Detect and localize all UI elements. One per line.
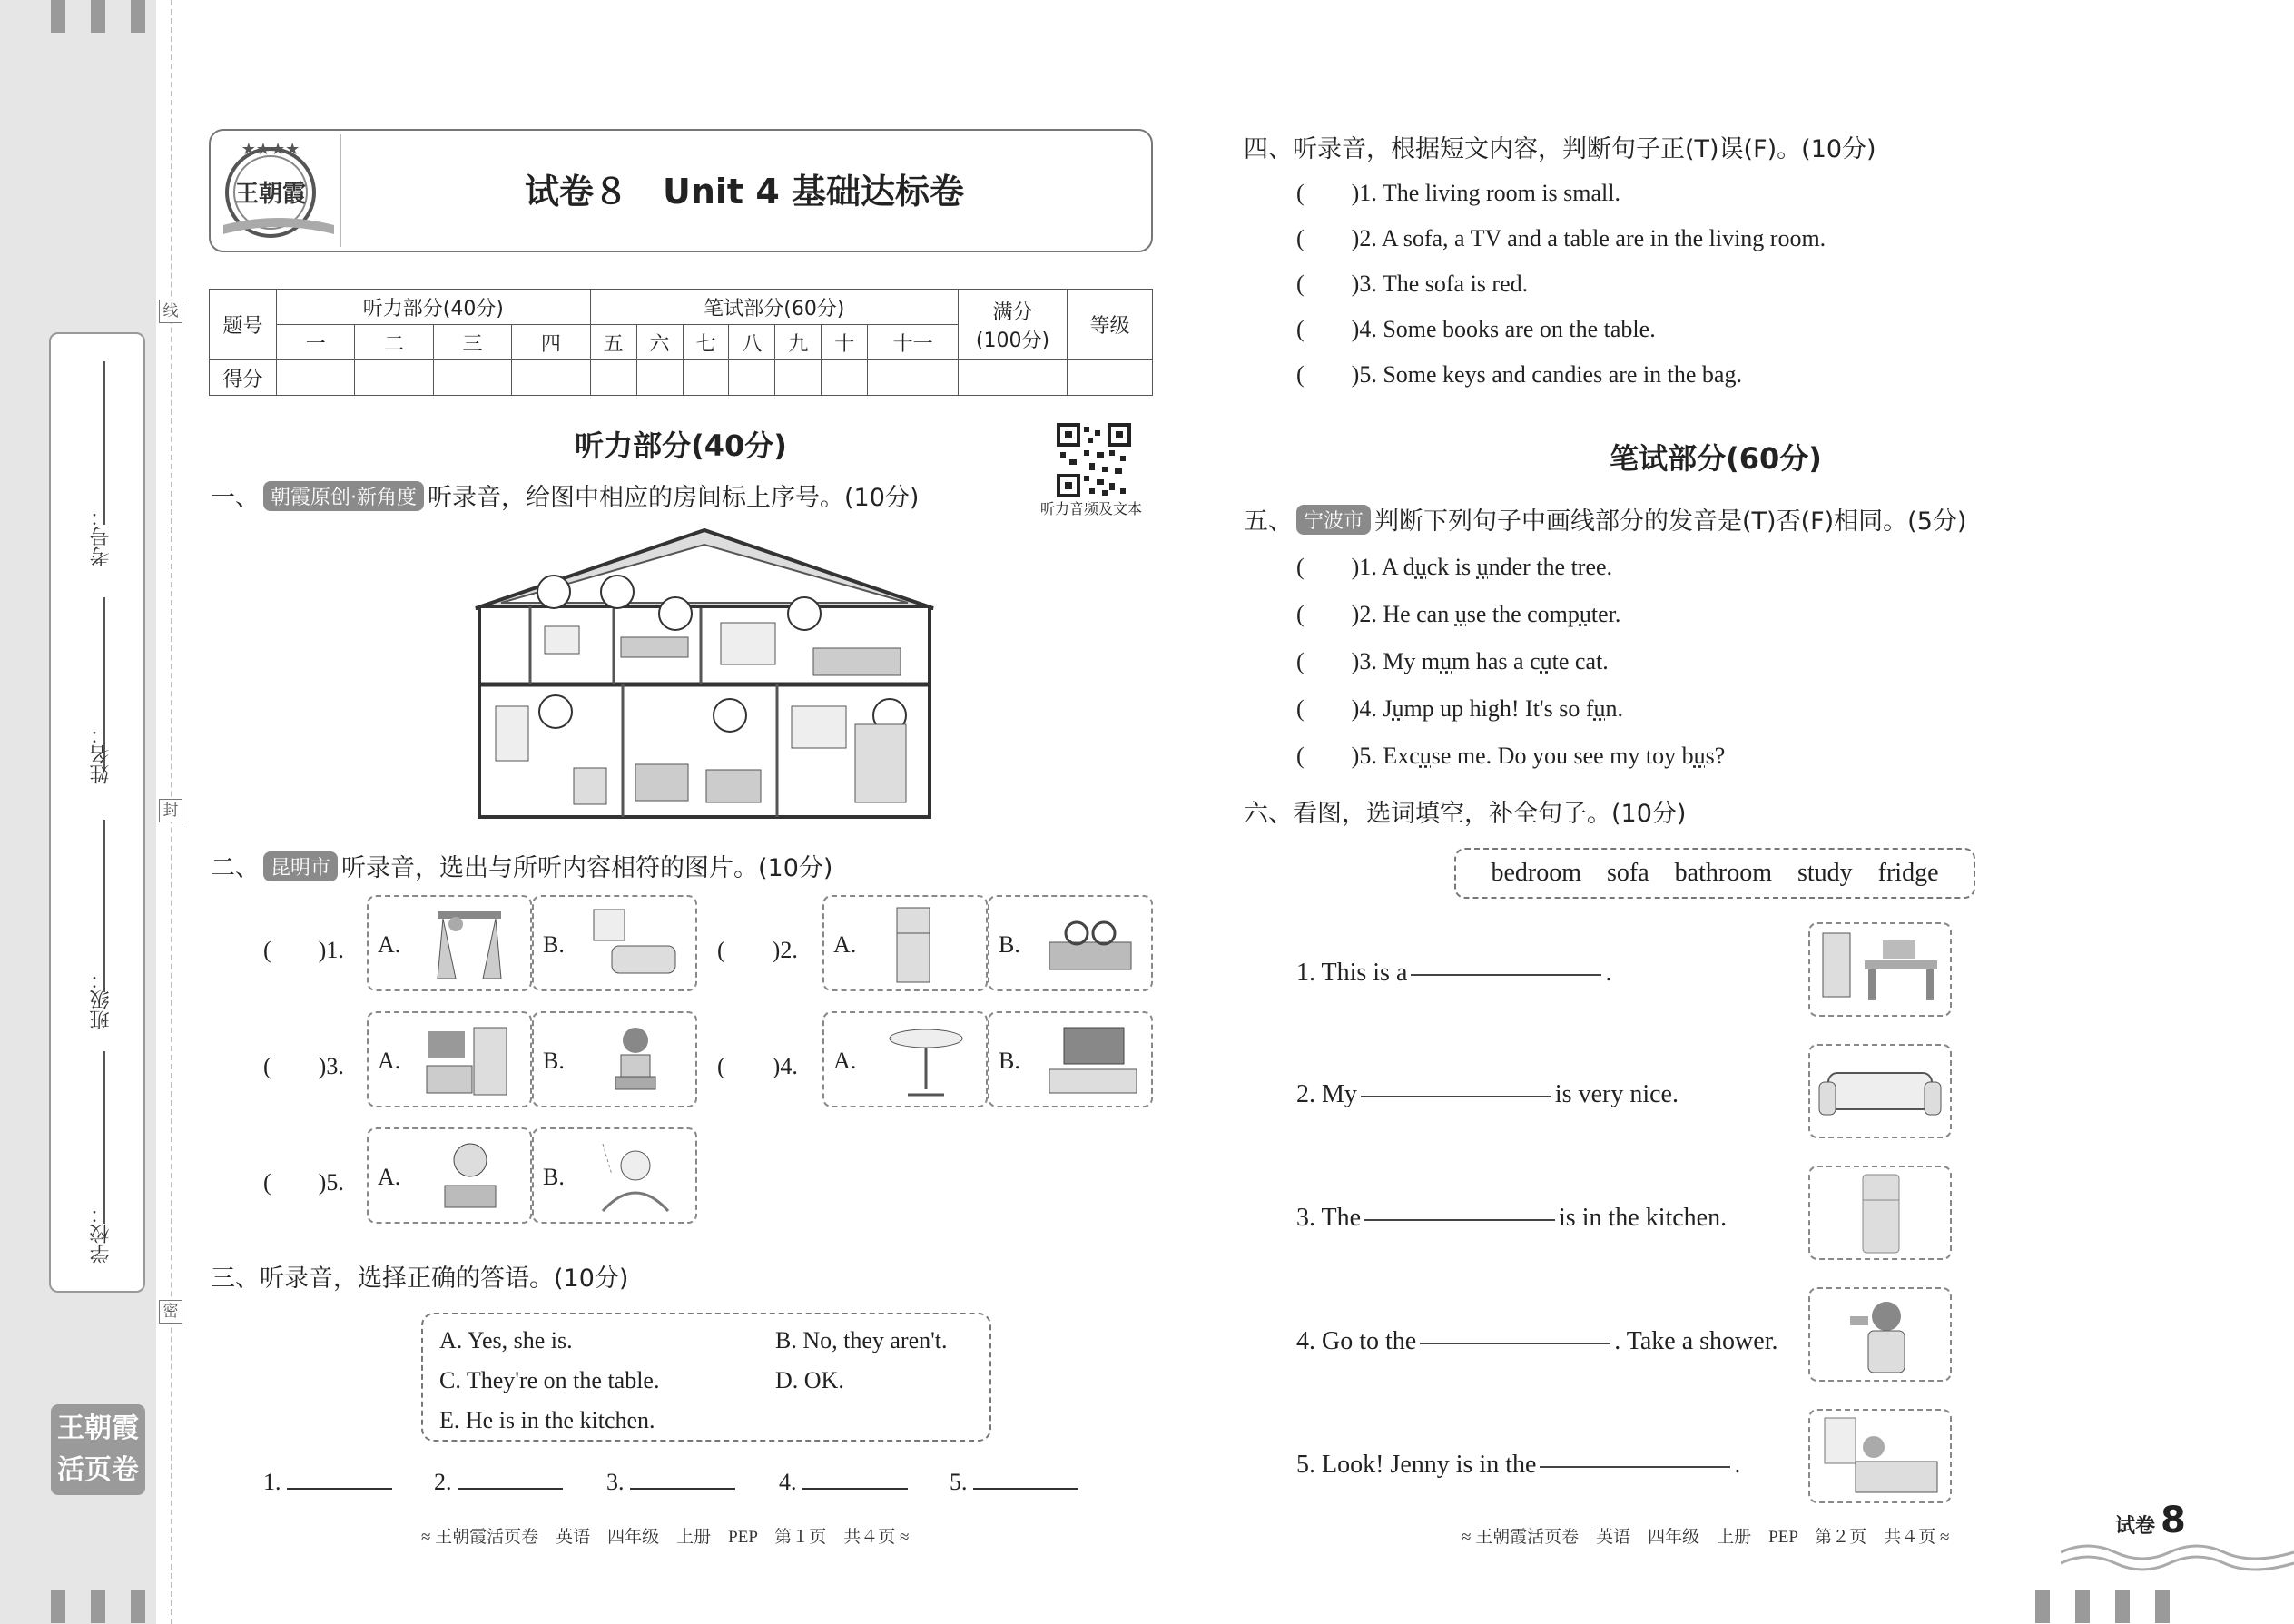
underlined-letter: u (1440, 648, 1452, 674)
paper-number: 8 (2161, 1500, 2186, 1541)
option-label: B. (543, 1164, 565, 1190)
margin-bar (2155, 1590, 2170, 1623)
q1-heading (211, 477, 919, 513)
q4-heading (1244, 129, 1876, 164)
picture-fridge (1808, 1166, 1952, 1260)
seal-mark: 封 (159, 799, 182, 822)
fill-sentence (1296, 1204, 1727, 1233)
margin-bar (91, 1590, 105, 1623)
option-a-box[interactable] (822, 895, 988, 991)
underlined-letter: u (1454, 601, 1467, 627)
publisher-logo (214, 134, 341, 247)
picture-study (1808, 922, 1952, 1017)
fill-blank[interactable] (1540, 1466, 1730, 1468)
pronunciation-item[interactable] (1296, 737, 1725, 771)
underlined-letter: u (1540, 648, 1552, 674)
option-label: A. (833, 931, 857, 958)
section-number: 九 (775, 325, 822, 360)
answer-option: C. They're on the table. (439, 1367, 660, 1393)
grade-header: 等级 (1068, 290, 1153, 360)
answer-option: E. He is in the kitchen. (439, 1407, 655, 1433)
option-label: B. (543, 931, 565, 958)
qr-code[interactable] (1057, 423, 1131, 497)
sentence-part: ( )1. A (1296, 554, 1403, 580)
underlined-letter: u (1392, 695, 1404, 722)
section-number: 十 (822, 325, 868, 360)
svg-text:★★★★: ★★★★ (241, 140, 300, 159)
q6-heading (1244, 793, 1686, 829)
picture-bathroom (1808, 1287, 1952, 1382)
section-number: 三 (433, 325, 511, 360)
picture-sofa (1808, 1044, 1952, 1138)
pronunciation-item[interactable] (1296, 595, 1620, 629)
sentence-part: is very nice. (1554, 1080, 1679, 1108)
section-number: 二 (355, 325, 433, 360)
tf-item[interactable]: ( )1. The living room is small. (1296, 180, 1620, 206)
listening-heading: 听力部分(40分) (575, 428, 787, 463)
q2-text: 听录音，选出与所听内容相符的图片。(10分) (341, 854, 833, 882)
q2-item-number[interactable]: ( )1. (263, 937, 344, 963)
underlined-letter: u (1419, 743, 1432, 769)
underlined-letter: u (1414, 554, 1427, 580)
answer-option: A. Yes, she is. (439, 1327, 573, 1353)
sentence-part: s? (1705, 743, 1726, 769)
blank-number: 2. (434, 1469, 452, 1495)
sentence-part: n. (1605, 695, 1624, 722)
q2-heading (211, 848, 832, 883)
q2-item-number[interactable]: ( )2. (717, 937, 798, 963)
q4-prefix: 四、 (1244, 135, 1293, 163)
margin-bar (2115, 1590, 2130, 1623)
score-cell[interactable] (355, 360, 433, 396)
tf-item[interactable]: ( )2. A sofa, a TV and a table are in the living room. (1296, 225, 1826, 251)
sentence-part: 1. This is a (1296, 959, 1408, 987)
full-score-line: 满分 (992, 300, 1033, 324)
sentence-part: se the comp (1466, 601, 1580, 627)
score-cell[interactable] (1068, 360, 1153, 396)
q6-text: 看图，选词填空，补全句子。(10分) (1293, 800, 1687, 828)
seal-mark: 密 (159, 1300, 182, 1324)
score-cell[interactable] (775, 360, 822, 396)
picture-bedroom (1808, 1409, 1952, 1503)
sentence-part: 4. Go to the (1296, 1327, 1417, 1355)
paper-label: 试卷 (2115, 1515, 2156, 1538)
q1-text: 听录音，给图中相应的房间标上序号。(10分) (428, 484, 920, 512)
answer-blank[interactable] (779, 1469, 908, 1496)
exam-no-line[interactable] (103, 361, 105, 525)
q5-text: 判断下列句子中画线部分的发音是(T)否(F)相同。(5分) (1374, 507, 1967, 536)
underlined-letter: u (1593, 695, 1606, 722)
option-a-box[interactable] (822, 1011, 988, 1107)
writing-group: 笔试部分(60分) (590, 290, 958, 325)
section-number: 五 (590, 325, 636, 360)
q5-heading (1244, 501, 1966, 536)
fill-sentence (1296, 1080, 1679, 1109)
brand-line: 活页卷 (57, 1454, 139, 1486)
sentence-part: nder the tree. (1488, 554, 1613, 580)
class-line[interactable] (103, 820, 105, 992)
score-cell[interactable] (683, 360, 729, 396)
score-cell[interactable] (959, 360, 1068, 396)
answer-blank[interactable] (606, 1469, 735, 1496)
listening-group: 听力部分(40分) (277, 290, 591, 325)
blank-number: 5. (950, 1469, 968, 1495)
underlined-letter: u (1693, 743, 1706, 769)
house-illustration (468, 525, 940, 819)
pronunciation-item[interactable] (1296, 690, 1623, 723)
q4-text: 听录音，根据短文内容，判断句子正(T)误(F)。(10分) (1293, 135, 1876, 163)
option-a-box[interactable] (367, 895, 532, 991)
page-title: 试卷８ Unit 4 基础达标卷 (525, 172, 964, 212)
tf-item[interactable]: ( )3. The sofa is red. (1296, 271, 1529, 297)
q2-item-number[interactable]: ( )3. (263, 1053, 344, 1079)
fill-sentence (1296, 1451, 1740, 1480)
score-table (209, 289, 1153, 396)
seal-mark: 线 (159, 300, 182, 323)
brand-line: 王朝霞 (57, 1412, 139, 1444)
tf-item[interactable]: ( )5. Some keys and candies are in the bag. (1296, 361, 1742, 388)
full-score (959, 290, 1068, 360)
margin-bar (51, 0, 65, 33)
margin-bar (2075, 1590, 2090, 1623)
score-cell[interactable] (636, 360, 683, 396)
sentence-part: ( )4. J (1296, 695, 1393, 722)
option-label: B. (543, 1048, 565, 1074)
sentence-part: . Take a shower. (1614, 1327, 1778, 1355)
option-a-box[interactable] (367, 1011, 532, 1107)
sentence-part: ck is (1426, 554, 1477, 580)
page-footer-left: ≈ 王朝霞活页卷 英语 四年级 上册 PEP 第１页 共４页 ≈ (421, 1528, 910, 1547)
option-label: B. (999, 931, 1020, 958)
sentence-part: d (1403, 554, 1415, 580)
q2-item-number[interactable]: ( )5. (263, 1169, 344, 1196)
section-number: 四 (512, 325, 590, 360)
fill-sentence (1296, 959, 1611, 988)
pronunciation-item[interactable] (1296, 548, 1612, 582)
row-label: 题号 (210, 290, 277, 360)
qr-caption: 听力音频及文本 (1040, 500, 1143, 517)
fill-blank[interactable] (1420, 1343, 1610, 1344)
score-cell[interactable] (590, 360, 636, 396)
underlined-letter: u (1579, 601, 1591, 627)
answer-blank[interactable] (950, 1469, 1078, 1496)
sentence-part: 5. Look! Jenny is in the (1296, 1451, 1537, 1479)
margin-bar (51, 1590, 65, 1623)
name-label: 姓名： (90, 724, 113, 784)
score-label: 得分 (210, 360, 277, 396)
q2-badge: 昆明市 (263, 851, 338, 881)
option-b-box[interactable] (988, 895, 1153, 991)
fill-blank[interactable] (1411, 974, 1601, 976)
student-info-box (49, 332, 145, 1293)
sentence-part: te cat. (1551, 648, 1609, 674)
score-cell[interactable] (433, 360, 511, 396)
tf-item[interactable]: ( )4. Some books are on the table. (1296, 316, 1656, 342)
q6-prefix: 六、 (1244, 800, 1293, 828)
school-label: 学校： (90, 1204, 113, 1264)
blank-number: 3. (606, 1469, 625, 1495)
answer-option: B. No, they aren't. (775, 1327, 948, 1353)
q2-prefix: 二、 (211, 854, 260, 882)
option-b-box[interactable] (988, 1011, 1153, 1107)
option-b-box[interactable] (532, 1127, 697, 1224)
writing-heading: 笔试部分(60分) (1610, 441, 1822, 476)
sentence-part: ( )5. Exc (1296, 743, 1420, 769)
section-number: 八 (729, 325, 775, 360)
sentence-part: ( )2. He can (1296, 601, 1455, 627)
sentence-part: ter. (1590, 601, 1621, 627)
underlined-letter: u (1476, 554, 1489, 580)
score-cell[interactable] (822, 360, 868, 396)
brand-logo (51, 1404, 145, 1495)
score-cell[interactable] (277, 360, 355, 396)
option-label: A. (378, 1048, 401, 1074)
option-label: A. (378, 1164, 401, 1190)
sentence-part: is in the kitchen. (1559, 1204, 1728, 1232)
margin-bar (131, 0, 145, 33)
logo-text: 王朝霞 (234, 181, 307, 208)
section-number: 一 (277, 325, 355, 360)
blank-number: 4. (779, 1469, 797, 1495)
score-cell[interactable] (729, 360, 775, 396)
school-line[interactable] (103, 1051, 105, 1224)
sentence-part: . (1734, 1451, 1741, 1479)
full-score-line: (100分) (975, 329, 1050, 352)
q5-prefix: 五、 (1244, 507, 1293, 536)
q3-prefix: 三、 (211, 1265, 260, 1293)
fill-sentence (1296, 1327, 1777, 1356)
q2-item-number[interactable]: ( )4. (717, 1053, 798, 1079)
sentence-part: mp up high! It's so f (1403, 695, 1594, 722)
q1-prefix: 一、 (211, 484, 260, 512)
answer-blank[interactable] (434, 1469, 563, 1496)
q3-text: 听录音，选择正确的答语。(10分) (260, 1265, 629, 1293)
score-cell[interactable] (868, 360, 959, 396)
answer-blank[interactable] (263, 1469, 392, 1496)
q5-badge: 宁波市 (1296, 505, 1371, 535)
option-a-box[interactable] (367, 1127, 532, 1224)
section-number: 六 (636, 325, 683, 360)
margin-bar (91, 0, 105, 33)
sentence-part: m has a c (1452, 648, 1541, 674)
class-label: 班级： (90, 969, 113, 1029)
q3-heading (211, 1258, 628, 1294)
answer-options-box (421, 1313, 991, 1442)
page-footer-right: ≈ 王朝霞活页卷 英语 四年级 上册 PEP 第２页 共４页 ≈ (1462, 1528, 1950, 1547)
sentence-part: se me. Do you see my toy b (1431, 743, 1694, 769)
score-cell[interactable] (512, 360, 590, 396)
q1-badge: 朝霞原创·新角度 (263, 481, 424, 511)
fill-blank[interactable] (1361, 1096, 1551, 1097)
option-b-box[interactable] (532, 1011, 697, 1107)
fill-blank[interactable] (1364, 1219, 1555, 1221)
sentence-part: ( )3. My m (1296, 648, 1441, 674)
margin-bar (2035, 1590, 2050, 1623)
option-label: B. (999, 1048, 1020, 1074)
margin-bar (131, 1590, 145, 1623)
section-number: 七 (683, 325, 729, 360)
option-label: A. (833, 1048, 857, 1074)
blank-number: 1. (263, 1469, 281, 1495)
sentence-part: . (1605, 959, 1612, 987)
answer-option: D. OK. (775, 1367, 844, 1393)
exam-no-label: 考号： (90, 507, 113, 566)
pronunciation-item[interactable] (1296, 643, 1609, 676)
option-label: A. (378, 931, 401, 958)
section-number: 十一 (868, 325, 959, 360)
option-b-box[interactable] (532, 895, 697, 991)
word-bank: bedroom sofa bathroom study fridge (1454, 848, 1975, 899)
sentence-part: 2. My (1296, 1080, 1357, 1108)
sentence-part: 3. The (1296, 1204, 1362, 1232)
